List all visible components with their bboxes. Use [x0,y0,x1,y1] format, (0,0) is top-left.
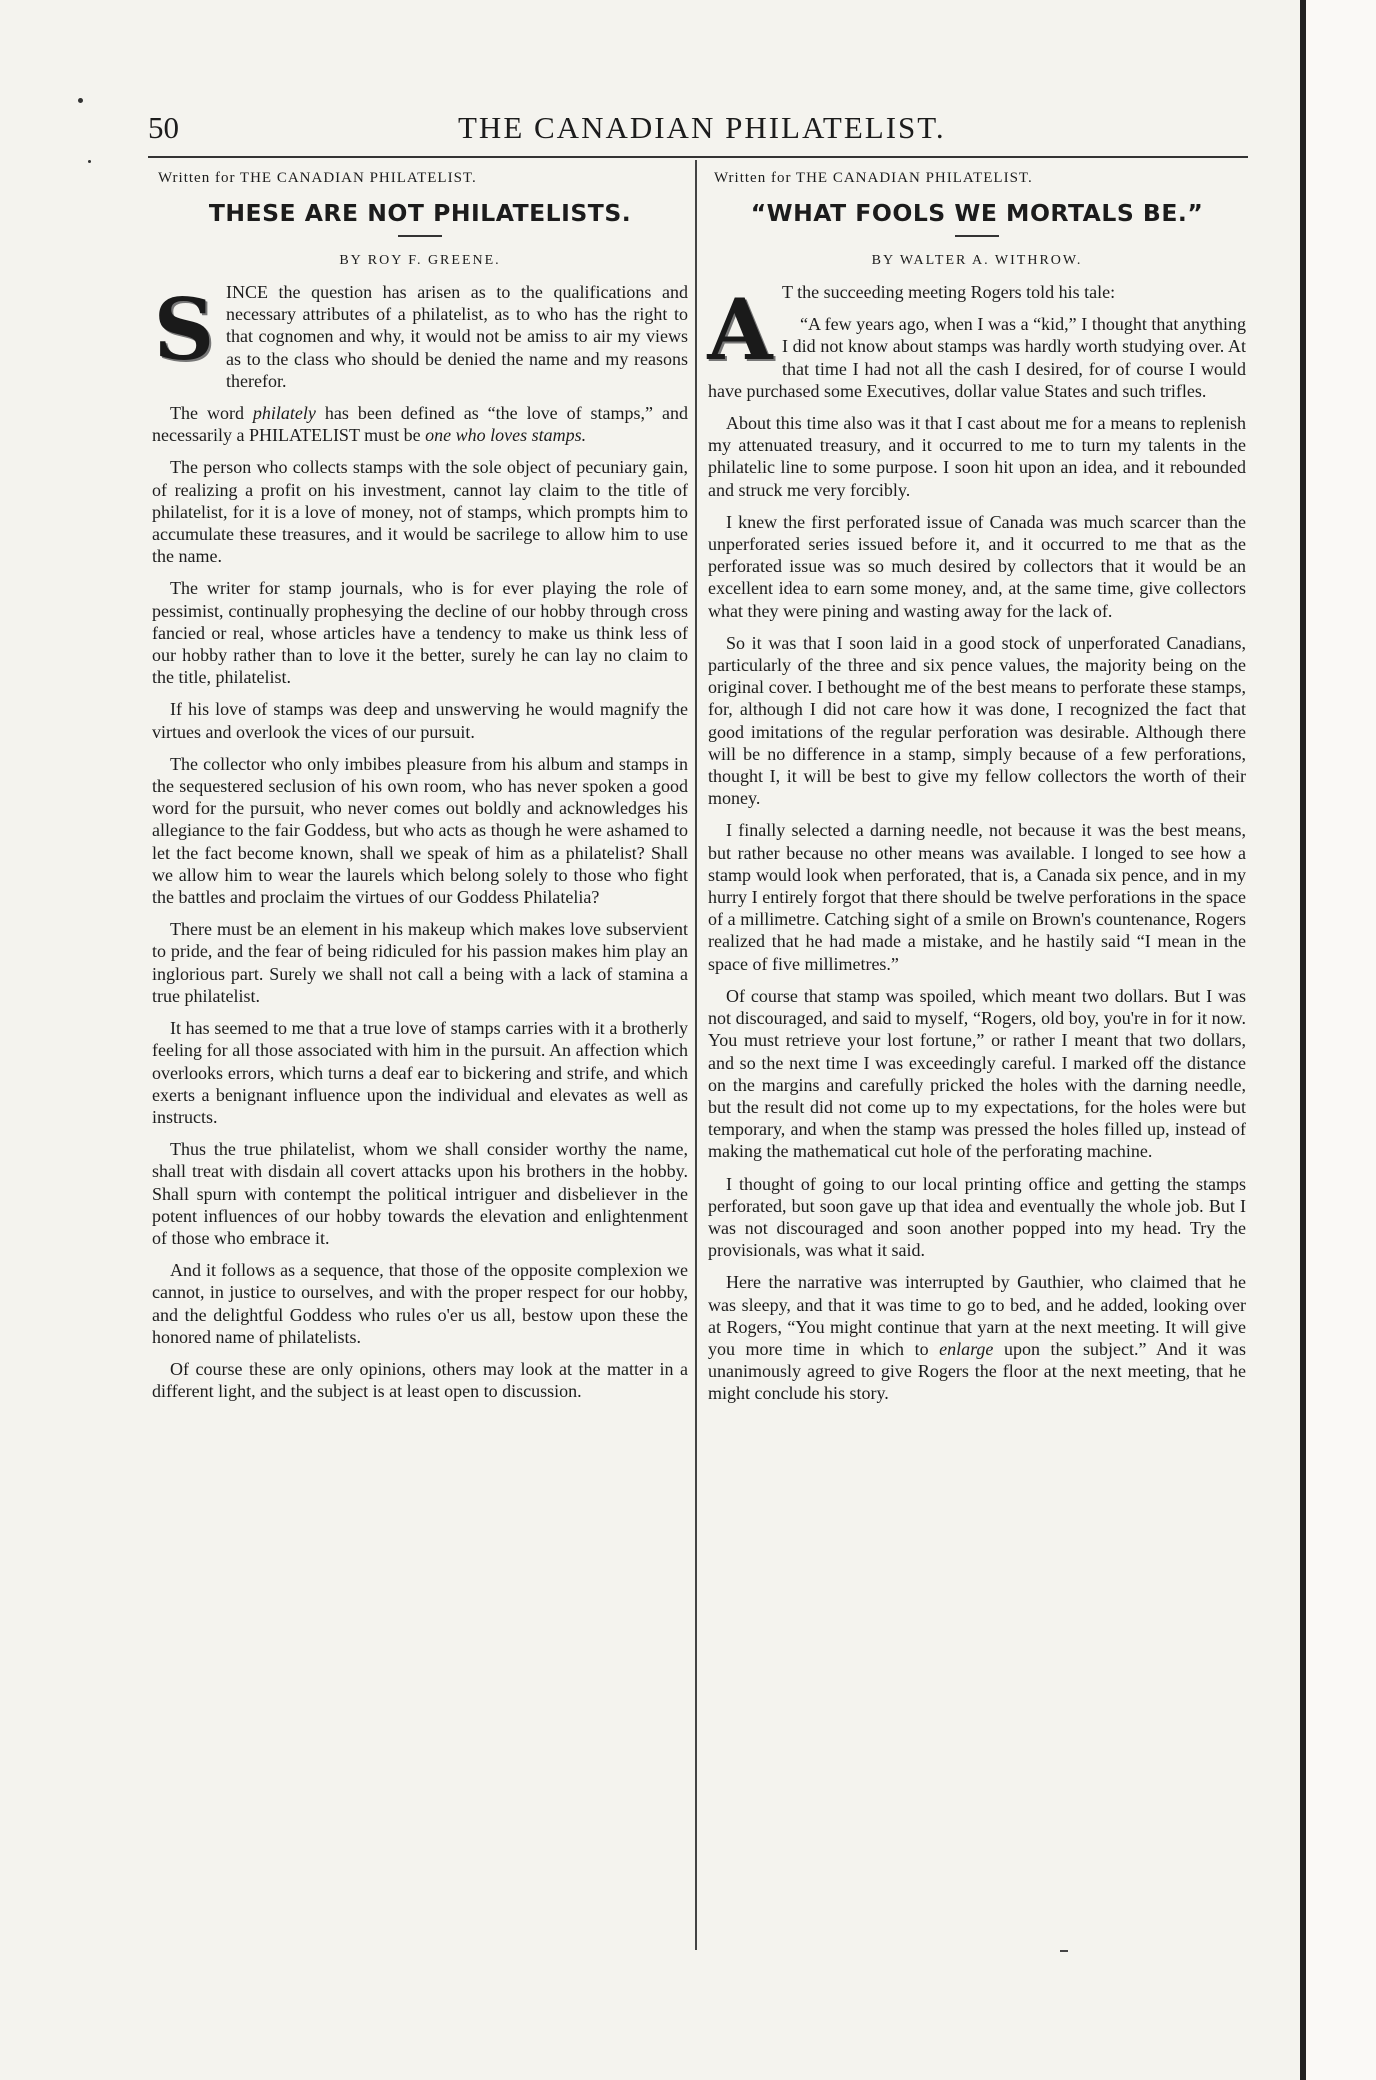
paragraph: I knew the first perforated issue of Canada was much scarcer than the unperforated series issued before it, and it occurred to me that as the perforated issue was so much desired by collectors that it would be an excellent idea to earn some money, and, at the same time, give collectors what they were pining and wasting away for the lack of. [708,511,1246,621]
speck-mark [78,98,83,103]
header-rule [148,156,1248,158]
page-number: 50 [148,110,179,145]
article-byline: BY WALTER A. WITHROW. [871,253,1083,268]
paragraph: So it was that I soon laid in a good stock of unperforated Canadians, particularly of the three and six pence values, the majority being on the original cover. I bethought me of the best means to perforate these stamps, for, although I did not care how it was done, I recognized the fact that good imitations of the regular perforation was desirable. Although there will be no difference in a stamp, simply because of a few perforations, thought I, it will be best to give my fellow collectors the worth of their money. [708,632,1246,809]
article-title: “WHAT FOOLS WE MORTALS BE.” [750,199,1204,227]
drop-cap: A [707,280,773,379]
article-byline: BY ROY F. GREENE. [339,253,501,268]
title-rule [398,235,442,237]
page-edge-margin [1306,0,1376,2080]
paragraph [152,402,688,446]
running-title: THE CANADIAN PHILATELIST. [458,110,946,145]
paragraph: Of course that stamp was spoiled, which meant two dollars. But I was not discouraged, and said to myself, “Rogers, old boy, you're in for it now. You must retrieve your lost fortune,” or rather I meant that two dollars, and so the next time I was exceedingly careful. I marked off the distance on the margins and carefully pricked the holes with the darning needle, but the result did not come up to my expectations, for the holes were but temporary, and when the stamp was pressed the holes filled up, instead of making the mathematical cut hole of the perforating machine. [708,985,1246,1162]
paragraph: Thus the true philatelist, whom we shall consider worthy the name, shall treat with disdain all covert attacks upon his brothers in the hobby. Shall spurn with contempt the political intriguer and disbeliever in the potent influences of our hobby towards the elevation and enlightenment of those who embrace it. [152,1139,688,1248]
paragraph-text: T the succeeding meeting Rogers told his tale: [782,282,1116,302]
paragraph: And it follows as a sequence, that those of the opposite complexion we cannot, in justice to ourselves, and with the proper respect for our hobby, and the delightful Goddess who rules o'er us all, bestow upon these the honored name of philatelists. [152,1260,688,1347]
paragraph-text: INCE the question has arisen as to the qualifications and necessary attributes of a philatelist, as to who has the right to that cognomen and why, it would not be amiss to air my views as to the class who should be denied the name and my reasons therefor. [226,282,688,391]
paragraph: There must be an element in his makeup which makes love subservient to pride, and the fear of being ridiculed for his passion makes him play an inglorious part. Surely we shall not call a being with a lack of stamina a true philatelist. [152,919,688,1006]
title-rule [955,235,999,237]
paragraph: The writer for stamp journals, who is for ever playing the role of pessimist, continually prophesying the decline of our hobby through cross fancied or real, whose articles have a tendency to make us think less of our hobby rather than to love it the better, surely he can lay no claim to the title, philatelist. [152,578,688,688]
paragraph-text: has been defined as “the love of stamps,” and necessarily a PHILATELIST must be [152,403,688,446]
article-credit: Written for THE CANADIAN PHILATELIST. [158,170,477,186]
paragraph: I finally selected a darning needle, not because it was the best means, but rather because no other means was available. I longed to see how a stamp would look when perforated, that is, a Canada six pence, and in my hurry I entirely forgot that there should be twelve perforations in the space of a millimetre. Catching sight of a smile on Brown's countenance, Rogers realized that he had made a mistake, and he hastily said “I mean in the space of five millimetres.” [708,820,1246,974]
article-right [708,170,1246,1415]
column-divider [695,160,697,1950]
emphasis: enlarge [939,1338,994,1359]
article-body [708,281,1246,1405]
paragraph: Of course these are only opinions, others may look at the matter in a different light, and the subject is at least open to discussion. [152,1358,688,1402]
article-credit: Written for THE CANADIAN PHILATELIST. [714,170,1033,186]
drop-cap: S [153,280,215,379]
paragraph: About this time also was it that I cast about me for a means to replenish my attenuated treasury, and it occurred to me to turn my talents in the philatelic line to some purpose. I soon hit upon an idea, and it rebounded and struck me very forcibly. [708,413,1246,500]
emphasis: one who loves stamps. [425,425,587,446]
paragraph: The collector who only imbibes pleasure from his album and stamps in the sequestered seclusion of his own room, who has never spoken a good word for the pursuit, who never comes out boldly and acknowledges his allegiance to the fair Goddess, but who acts as though he were ashamed to let the fact become known, shall we speak of him as a philatelist? Shall we allow him to wear the laurels which belong solely to those who fight the battles and proclaim the virtues of our Goddess Philatelia? [152,753,688,908]
paragraph: If his love of stamps was deep and unswerving he would magnify the virtues and overlook the vices of our pursuit. [152,699,688,742]
article-left [152,170,688,1412]
paragraph [708,1271,1246,1404]
paragraph: “A few years ago, when I was a “kid,” I thought that anything I did not know about stamps was hardly worth studying over. At that time I had not all the cash I desired, for of course I would have purchased some Executives, dollar value States and such trifles. [708,314,1246,401]
speck-mark [88,160,91,163]
paragraph [152,281,688,392]
article-title: THESE ARE NOT PHILATELISTS. [208,199,632,227]
page-header [148,104,1248,154]
paragraph-text: The word [170,403,253,424]
paragraph-text: Here the narrative was interrupted by Gauthier, who claimed that he was sleepy, and that it was time to go to bed, and he added, looking over at Rogers, “You might continue that yarn at the next meeting. It will give you more time in which to [708,1272,1246,1359]
paragraph: It has seemed to me that a true love of stamps carries with it a brotherly feeling for all those associated with him in the pursuit. An affection which overlooks errors, which turns a deaf ear to bickering and strife, and which exerts a benignant influence upon the individual and elevates as well as instructs. [152,1018,688,1127]
paragraph: The person who collects stamps with the sole object of pecuniary gain, of realizing a profit on his investment, cannot lay claim to the title of philatelist, for it is a love of money, not of stamps, which prompts him to accumulate these treasures, and it would be sacrilege to allow him to use the name. [152,457,688,567]
emphasis: philately [252,403,316,424]
bottom-mark [1060,1950,1068,1952]
paragraph-text: upon the subject.” And it was unanimously agreed to give Rogers the floor at the next meeting, that he might conclude his story. [708,1338,1247,1404]
paragraph: I thought of going to our local printing office and getting the stamps perforated, but soon gave up that idea and eventually the whole job. But I was not discouraged and soon another popped into my head. Try the provisionals, was what it said. [708,1173,1246,1261]
article-body [152,281,688,1402]
